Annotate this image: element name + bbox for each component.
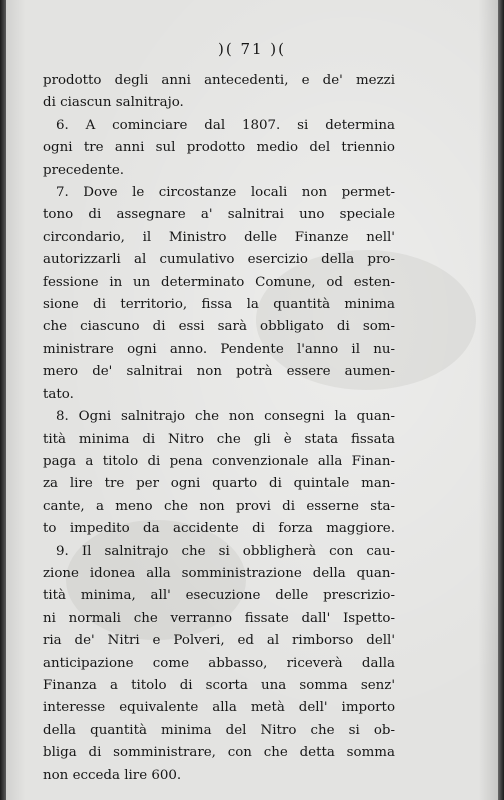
text-line: tità minima di Nitro che gli è stata fissata <box>43 431 395 447</box>
page-body-text <box>43 70 395 787</box>
page-edge-shadow-right <box>498 0 504 800</box>
text-line: tità minima, all' esecuzione delle prescrizio- <box>43 588 395 604</box>
text-line: za lire tre per ogni quarto di quintale man- <box>43 476 395 492</box>
text-line: bliga di somministrare, con che detta somma <box>43 745 395 761</box>
text-line: to impedito da accidente di forza maggiore. <box>43 521 395 537</box>
text-line: autorizzarli al cumulativo esercizio della pro- <box>43 252 395 268</box>
text-line: mero de' salnitrai non potrà essere aumen- <box>43 364 395 380</box>
text-line: 6. A cominciare dal 1807. si determina <box>56 117 395 133</box>
text-line: ministrare ogni anno. Pendente l'anno il nu- <box>43 341 395 357</box>
text-line: che ciascuno di essi sarà obbligato di som- <box>43 319 395 335</box>
text-line: ogni tre anni sul prodotto medio del triennio <box>43 140 395 156</box>
text-line: zione idonea alla somministrazione della quan- <box>43 565 395 581</box>
book-page <box>6 0 498 800</box>
text-line: non ecceda lire 600. <box>43 767 182 783</box>
text-line: 8. Ogni salnitrajo che non consegni la quan- <box>56 409 395 425</box>
text-line: fessione in un determinato Comune, od esten- <box>43 274 395 290</box>
text-line: circondario, il Ministro delle Finanze nell' <box>43 229 395 245</box>
text-line: prodotto degli anni antecedenti, e de' mezzi <box>43 73 395 88</box>
text-line: ni normali che verranno fissate dall' Ispetto- <box>43 610 395 626</box>
text-line: precedente. <box>43 162 125 178</box>
page-number-header: )( 71 )( <box>217 40 287 58</box>
text-line: paga a titolo di pena convenzionale alla Finan- <box>43 453 395 469</box>
text-line: 9. Il salnitrajo che si obbligherà con cau- <box>56 543 395 559</box>
text-line: Finanza a titolo di scorta una somma senz' <box>43 677 395 693</box>
text-line: tono di assegnare a' salnitrai uno speciale <box>43 207 395 223</box>
text-line: ria de' Nitri e Polveri, ed al rimborso dell' <box>43 633 395 649</box>
text-line: anticipazione come abbasso, riceverà dalla <box>43 655 395 671</box>
text-line: di ciascun salnitrajo. <box>43 95 184 111</box>
text-line: 7. Dove le circostanze locali non permet- <box>56 185 395 201</box>
text-line: interesse equivalente alla metà dell' importo <box>43 700 395 716</box>
text-line: tato. <box>43 386 74 402</box>
text-line: cante, a meno che non provi di esserne sta- <box>43 498 395 514</box>
text-line: della quantità minima del Nitro che si ob- <box>43 722 395 738</box>
text-line: sione di territorio, fissa la quantità minima <box>43 297 395 313</box>
